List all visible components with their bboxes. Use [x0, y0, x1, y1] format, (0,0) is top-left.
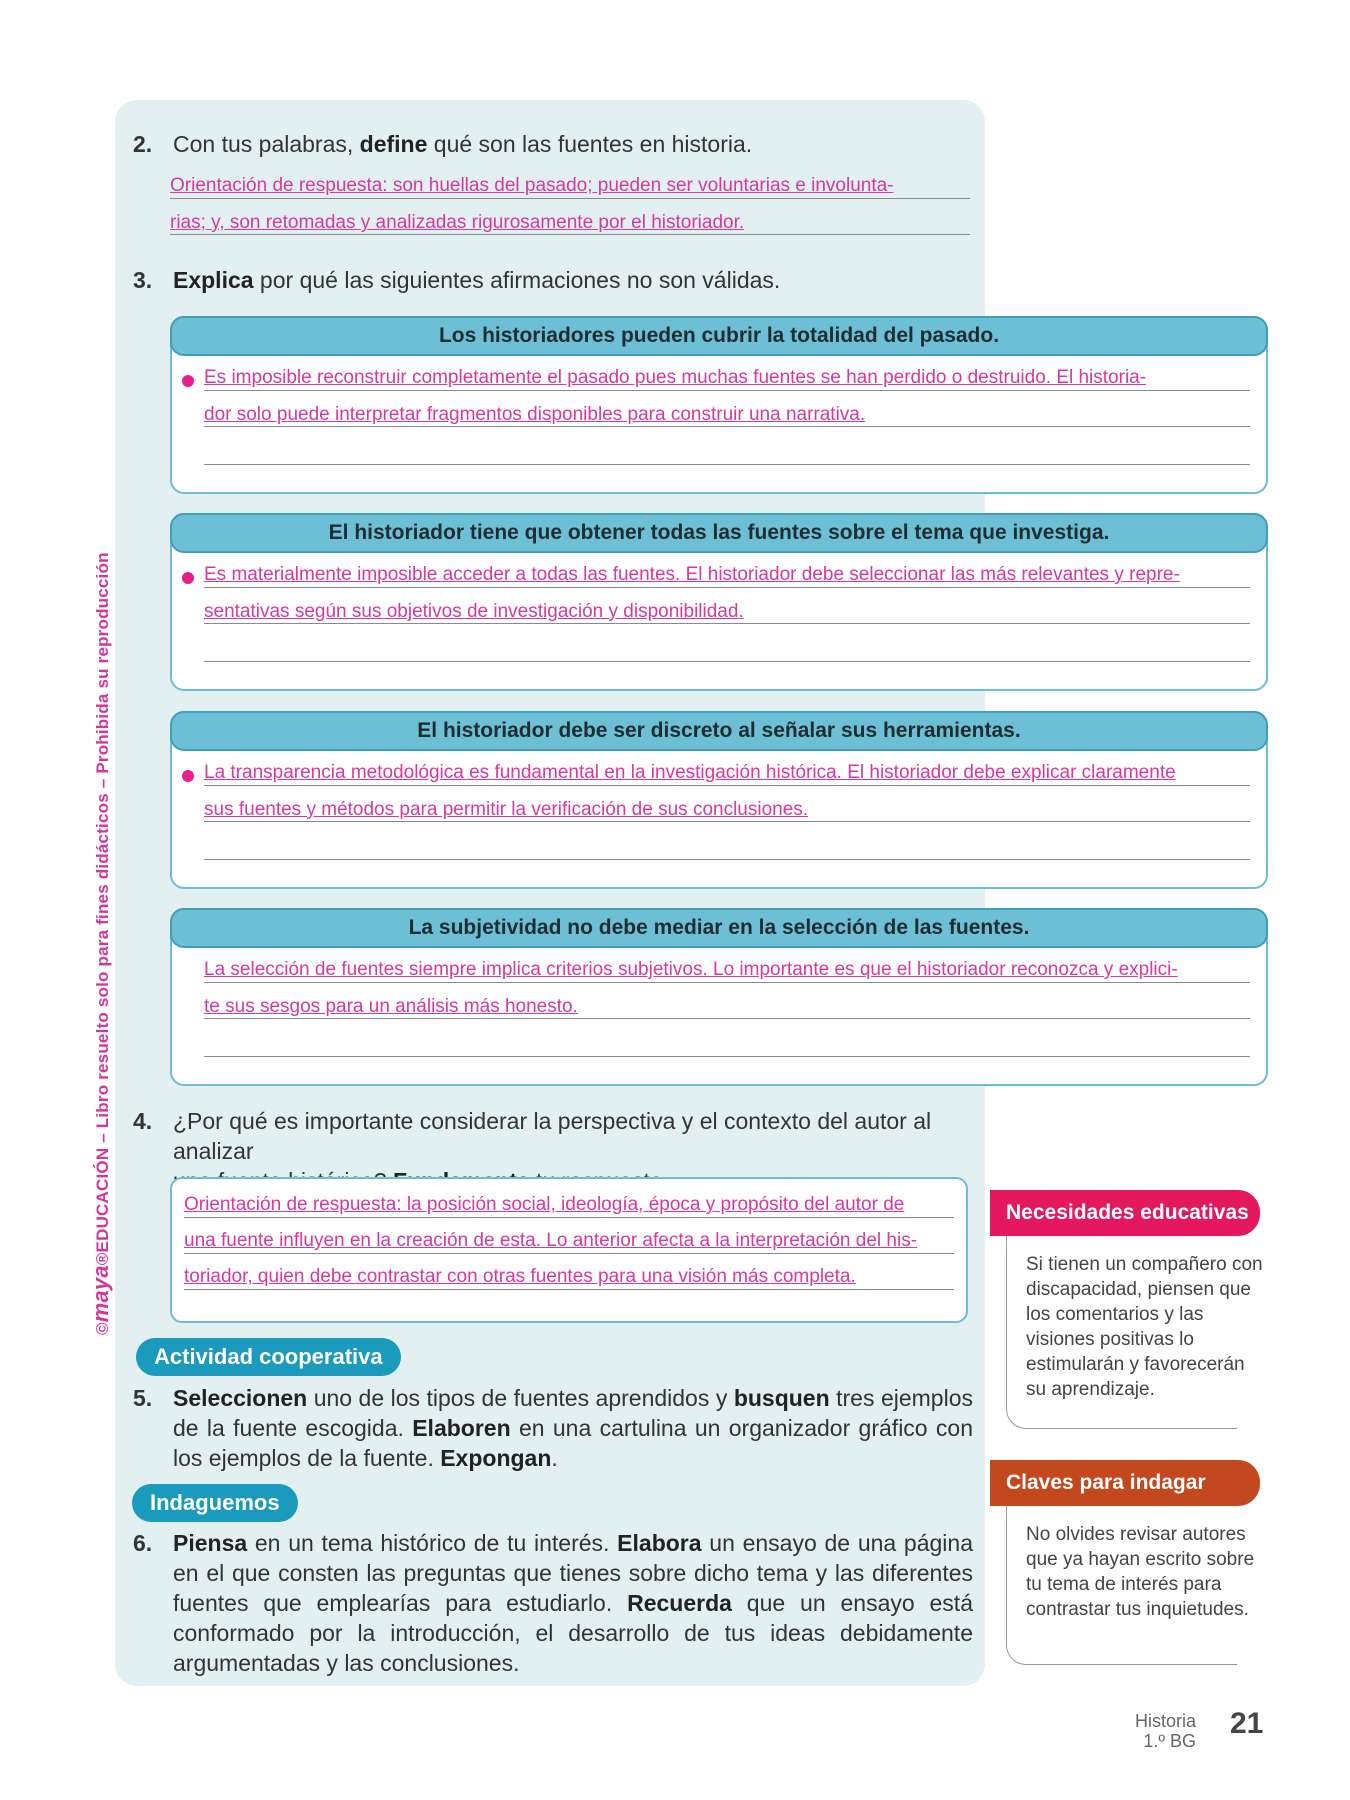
- answer-rule: [204, 1056, 1250, 1057]
- question-number: 6.: [133, 1530, 153, 1556]
- answer-line: Es materialmente imposible acceder a todas las fuentes. El historiador debe seleccionar las más relevantes y repre-: [204, 564, 1180, 585]
- actividad-cooperativa-label: Actividad cooperativa: [136, 1338, 401, 1376]
- answer-line: te sus sesgos para un análisis más honesto.: [204, 996, 578, 1017]
- answer-rule: [204, 426, 1250, 427]
- answer-rule: [204, 982, 1250, 983]
- answer-rule: [204, 623, 1250, 624]
- footer-subject: Historia: [1134, 1711, 1196, 1731]
- answer-rule: [204, 821, 1250, 822]
- answer-rule: [204, 587, 1250, 588]
- answer-rule: [204, 661, 1250, 662]
- answer-rule: [204, 390, 1250, 391]
- answer-rule: [184, 1217, 954, 1218]
- answer-rule: [184, 1289, 954, 1290]
- answer-rule: [204, 1018, 1250, 1019]
- copyright-note: ©maya®EDUCACIÓN – Libro resuelto solo para fines didácticos – Prohibida su reproducción: [88, 552, 113, 1335]
- question-5: 5. Seleccionen uno de los tipos de fuentes aprendidos y busquen tres ejemplos de la fuente escogida. Elaboren en una cartulina un organizador gráfico con los ejemplos de la fuente. Expongan.: [133, 1385, 974, 1471]
- statement-heading: El historiador debe ser discreto al señalar sus herramientas.: [170, 711, 1268, 751]
- question-6: 6. Piensa en un tema histórico de tu interés. Elabora un ensayo de una página en el que consten las preguntas que tienes sobre dicho tema y las diferentes fuentes que emplearías para estudiarlo. Recuerda que un ensayo está conformado por la introducción, el desarrollo de tus ideas debidamente argumentadas y las conclusiones.: [133, 1530, 973, 1676]
- statement-card: [170, 711, 1268, 889]
- answer-rule: [170, 198, 970, 199]
- answer-line: dor solo puede interpretar fragmentos disponibles para construir una narrativa.: [204, 404, 866, 425]
- answer-line: una fuente influyen en la creación de esta. Lo anterior afecta a la interpretación del his-: [184, 1230, 918, 1251]
- answer-line: toriador, quien debe contrastar con otras fuentes para una visión más completa.: [184, 1266, 856, 1287]
- maya-logo: maya: [88, 1265, 113, 1323]
- statement-card: [170, 908, 1268, 1086]
- question-2: 2. Con tus palabras, define qué son las fuentes en historia.: [133, 131, 753, 157]
- indaguemos-label: Indaguemos: [132, 1484, 298, 1522]
- question-number: 4.: [133, 1108, 153, 1134]
- answer-line: rias; y, son retomadas y analizadas rigurosamente por el historiador.: [170, 212, 745, 233]
- answer-rule: [204, 464, 1250, 465]
- bullet-icon: [182, 770, 194, 782]
- answer-line: Orientación de respuesta: la posición social, ideología, época y propósito del autor de: [184, 1194, 905, 1215]
- answer-rule: [204, 859, 1250, 860]
- footer-grade: 1.º BG: [1143, 1731, 1196, 1751]
- question-number: 3.: [133, 267, 153, 293]
- bullet-icon: [182, 572, 194, 584]
- necesidades-title: Necesidades educativas: [990, 1190, 1260, 1236]
- statement-heading: El historiador tiene que obtener todas las fuentes sobre el tema que investiga.: [170, 513, 1268, 553]
- answer-line: La transparencia metodológica es fundamental en la investigación histórica. El historiador debe explicar claramente: [204, 762, 1176, 783]
- question-number: 2.: [133, 131, 153, 157]
- question-number: 5.: [133, 1385, 153, 1411]
- claves-text: No olvides revisar autores que ya hayan escrito sobre tu tema de interés para contrastar tus inquietudes.: [1026, 1524, 1255, 1620]
- claves-title: Claves para indagar: [990, 1460, 1260, 1506]
- answer-rule: [184, 1253, 954, 1254]
- answer-line: sentativas según sus objetivos de investigación y disponibilidad.: [204, 601, 744, 622]
- bullet-icon: [182, 375, 194, 387]
- question-3: 3. Explica por qué las siguientes afirmaciones no son válidas.: [133, 267, 781, 293]
- question-4: 4. ¿Por qué es importante considerar la perspectiva y el contexto del autor al analizar: [133, 1108, 932, 1164]
- answer-line: Es imposible reconstruir completamente el pasado pues muchas fuentes se han perdido o destruido. El historia-: [204, 367, 1147, 388]
- answer-rule: [170, 234, 970, 235]
- answer-rule: [204, 785, 1250, 786]
- page-number: 21: [1230, 1707, 1264, 1740]
- necesidades-text: Si tienen un compañero con discapacidad, piensen que los comentarios y las visiones positivas lo estimularán y favorecerán su aprendizaje.: [1026, 1254, 1263, 1400]
- statement-heading: Los historiadores pueden cubrir la totalidad del pasado.: [170, 316, 1268, 356]
- answer-line: sus fuentes y métodos para permitir la verificación de sus conclusiones.: [204, 799, 809, 820]
- answer-line: Orientación de respuesta: son huellas del pasado; pueden ser voluntarias e involunta-: [170, 175, 894, 196]
- answer-line: La selección de fuentes siempre implica criterios subjetivos. Lo importante es que el historiador reconozca y explici-: [204, 959, 1178, 980]
- statement-heading: La subjetividad no debe mediar en la selección de las fuentes.: [170, 908, 1268, 948]
- statement-card: [170, 316, 1268, 494]
- statement-card: [170, 513, 1268, 691]
- answer-box: [170, 1177, 968, 1323]
